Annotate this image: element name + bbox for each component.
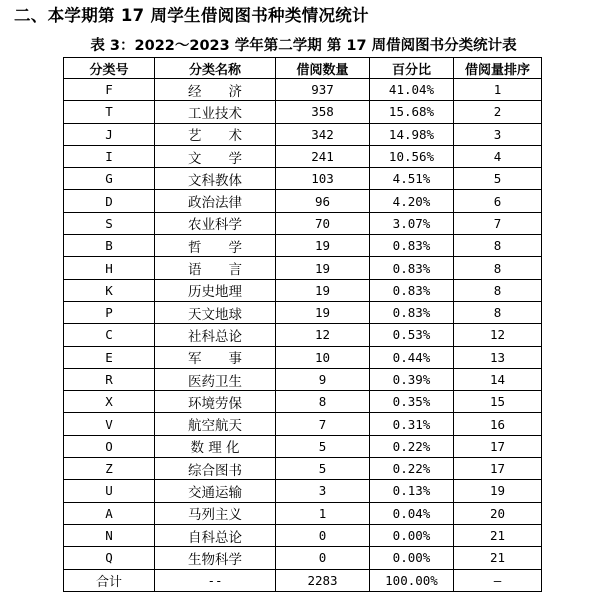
- name-cell: 航空航天: [155, 413, 276, 435]
- table-row: [64, 346, 542, 368]
- code-cell: Z: [64, 458, 155, 480]
- rank-cell: 21: [454, 524, 542, 546]
- name-cell: 文科教体: [155, 168, 276, 190]
- rank-cell: 15: [454, 391, 542, 413]
- percent-cell: 0.39%: [370, 368, 454, 390]
- percent-cell: 3.07%: [370, 212, 454, 234]
- name-cell: 数 理 化: [155, 435, 276, 457]
- rank-cell: 1: [454, 79, 542, 101]
- percent-cell: 0.83%: [370, 279, 454, 301]
- table-caption: 表 3：2022～2023 学年第二学期 第 17 周借阅图书分类统计表: [90, 38, 517, 54]
- rank-cell: 16: [454, 413, 542, 435]
- table-row: [64, 257, 542, 279]
- percent-cell: 15.68%: [370, 101, 454, 123]
- rank-cell: 5: [454, 168, 542, 190]
- percent-cell: 14.98%: [370, 123, 454, 145]
- total-row: [64, 569, 542, 591]
- count-cell: 10: [276, 346, 370, 368]
- code-cell: R: [64, 368, 155, 390]
- table-row: [64, 368, 542, 390]
- table-row: [64, 190, 542, 212]
- percent-cell: 0.04%: [370, 502, 454, 524]
- name-cell: 生物科学: [155, 547, 276, 569]
- count-cell: 96: [276, 190, 370, 212]
- borrowing-stats-table: [63, 57, 542, 592]
- table-row: [64, 391, 542, 413]
- table-body: [64, 79, 542, 570]
- rank-cell: 12: [454, 324, 542, 346]
- rank-cell: 4: [454, 145, 542, 167]
- code-cell: S: [64, 212, 155, 234]
- rank-cell: 8: [454, 235, 542, 257]
- code-cell: C: [64, 324, 155, 346]
- count-cell: 19: [276, 257, 370, 279]
- column-header-percent: 百分比: [370, 58, 454, 79]
- count-cell: 7: [276, 413, 370, 435]
- table-row: [64, 435, 542, 457]
- percent-cell: 4.20%: [370, 190, 454, 212]
- name-cell: 政治法律: [155, 190, 276, 212]
- name-cell: 农业科学: [155, 212, 276, 234]
- code-cell: I: [64, 145, 155, 167]
- table-row: [64, 168, 542, 190]
- table-row: [64, 458, 542, 480]
- count-cell: 3: [276, 480, 370, 502]
- rank-cell: 17: [454, 458, 542, 480]
- name-cell: 工业技术: [155, 101, 276, 123]
- table-row: [64, 123, 542, 145]
- percent-cell: 10.56%: [370, 145, 454, 167]
- count-cell: 5: [276, 435, 370, 457]
- count-cell: 5: [276, 458, 370, 480]
- percent-cell: 4.51%: [370, 168, 454, 190]
- column-header-count: 借阅数量: [276, 58, 370, 79]
- percent-cell: 0.00%: [370, 524, 454, 546]
- rank-cell: 17: [454, 435, 542, 457]
- total-percent-cell: 100.00%: [370, 569, 454, 591]
- percent-cell: 0.83%: [370, 235, 454, 257]
- count-cell: 1: [276, 502, 370, 524]
- name-cell: 医药卫生: [155, 368, 276, 390]
- name-cell: 社科总论: [155, 324, 276, 346]
- code-cell: G: [64, 168, 155, 190]
- count-cell: 70: [276, 212, 370, 234]
- percent-cell: 0.35%: [370, 391, 454, 413]
- percent-cell: 0.44%: [370, 346, 454, 368]
- name-cell: 艺 术: [155, 123, 276, 145]
- code-cell: Q: [64, 547, 155, 569]
- count-cell: 8: [276, 391, 370, 413]
- rank-cell: 20: [454, 502, 542, 524]
- code-cell: P: [64, 301, 155, 323]
- name-cell: 经 济: [155, 79, 276, 101]
- table-row: [64, 480, 542, 502]
- table-row: [64, 145, 542, 167]
- count-cell: 12: [276, 324, 370, 346]
- count-cell: 0: [276, 524, 370, 546]
- code-cell: T: [64, 101, 155, 123]
- table-row: [64, 101, 542, 123]
- code-cell: U: [64, 480, 155, 502]
- code-cell: B: [64, 235, 155, 257]
- column-header-code: 分类号: [64, 58, 155, 79]
- rank-cell: 7: [454, 212, 542, 234]
- table-header-row: [64, 58, 542, 79]
- name-cell: 环境劳保: [155, 391, 276, 413]
- rank-cell: 6: [454, 190, 542, 212]
- column-header-name: 分类名称: [155, 58, 276, 79]
- count-cell: 0: [276, 547, 370, 569]
- count-cell: 9: [276, 368, 370, 390]
- percent-cell: 0.53%: [370, 324, 454, 346]
- count-cell: 19: [276, 235, 370, 257]
- percent-cell: 0.22%: [370, 435, 454, 457]
- table-row: [64, 547, 542, 569]
- rank-cell: 3: [454, 123, 542, 145]
- rank-cell: 8: [454, 301, 542, 323]
- percent-cell: 0.83%: [370, 257, 454, 279]
- percent-cell: 0.83%: [370, 301, 454, 323]
- rank-cell: 8: [454, 279, 542, 301]
- code-cell: K: [64, 279, 155, 301]
- rank-cell: 19: [454, 480, 542, 502]
- section-heading: 二、本学期第 17 周学生借阅图书种类情况统计: [14, 6, 369, 25]
- percent-cell: 0.22%: [370, 458, 454, 480]
- table-row: [64, 279, 542, 301]
- percent-cell: 0.31%: [370, 413, 454, 435]
- code-cell: A: [64, 502, 155, 524]
- table-row: [64, 79, 542, 101]
- count-cell: 103: [276, 168, 370, 190]
- table-row: [64, 301, 542, 323]
- name-cell: 军 事: [155, 346, 276, 368]
- rank-cell: 2: [454, 101, 542, 123]
- name-cell: 哲 学: [155, 235, 276, 257]
- name-cell: 交通运输: [155, 480, 276, 502]
- rank-cell: 21: [454, 547, 542, 569]
- rank-cell: 14: [454, 368, 542, 390]
- percent-cell: 0.00%: [370, 547, 454, 569]
- name-cell: 马列主义: [155, 502, 276, 524]
- code-cell: O: [64, 435, 155, 457]
- percent-cell: 41.04%: [370, 79, 454, 101]
- code-cell: E: [64, 346, 155, 368]
- code-cell: N: [64, 524, 155, 546]
- count-cell: 342: [276, 123, 370, 145]
- name-cell: 综合图书: [155, 458, 276, 480]
- table-row: [64, 212, 542, 234]
- total-rank-cell: —: [454, 569, 542, 591]
- code-cell: F: [64, 79, 155, 101]
- total-name-cell: --: [155, 569, 276, 591]
- count-cell: 19: [276, 279, 370, 301]
- table-row: [64, 413, 542, 435]
- rank-cell: 13: [454, 346, 542, 368]
- name-cell: 历史地理: [155, 279, 276, 301]
- code-cell: X: [64, 391, 155, 413]
- count-cell: 19: [276, 301, 370, 323]
- name-cell: 天文地球: [155, 301, 276, 323]
- code-cell: J: [64, 123, 155, 145]
- count-cell: 937: [276, 79, 370, 101]
- count-cell: 358: [276, 101, 370, 123]
- table-row: [64, 324, 542, 346]
- rank-cell: 8: [454, 257, 542, 279]
- code-cell: V: [64, 413, 155, 435]
- table-row: [64, 235, 542, 257]
- total-label-cell: 合计: [64, 569, 155, 591]
- total-count-cell: 2283: [276, 569, 370, 591]
- table-row: [64, 524, 542, 546]
- count-cell: 241: [276, 145, 370, 167]
- name-cell: 自科总论: [155, 524, 276, 546]
- code-cell: D: [64, 190, 155, 212]
- percent-cell: 0.13%: [370, 480, 454, 502]
- code-cell: H: [64, 257, 155, 279]
- table-row: [64, 502, 542, 524]
- name-cell: 语 言: [155, 257, 276, 279]
- name-cell: 文 学: [155, 145, 276, 167]
- column-header-rank: 借阅量排序: [454, 58, 542, 79]
